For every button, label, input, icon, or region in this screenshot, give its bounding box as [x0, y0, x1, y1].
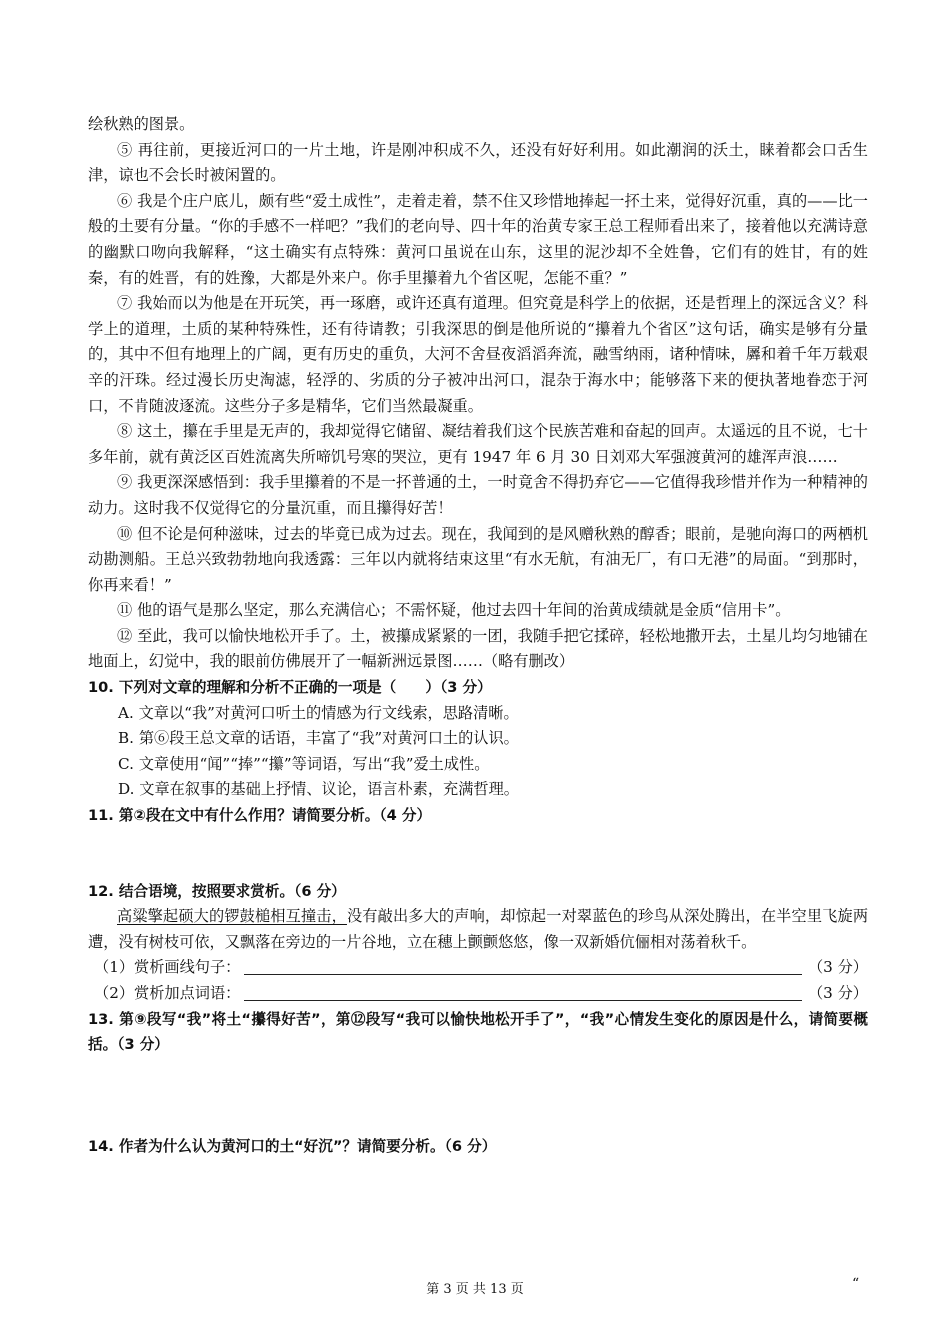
question-14-stem: 14. 作者为什么认为黄河口的土“好沉”？请简要分析。（6 分）: [88, 1137, 497, 1155]
question-12-stem: 12. 结合语境，按照要求赏析。（6 分）: [88, 882, 346, 900]
sub-question-1: [88, 955, 868, 981]
question-14: [88, 1134, 868, 1160]
question-12-excerpt: [88, 904, 868, 955]
passage: [88, 112, 868, 675]
corner-mark: “: [852, 1276, 860, 1292]
question-11-stem: 11. 第②段在文中有什么作用？请简要分析。（4 分）: [88, 807, 432, 825]
paragraph-7: ⑦ 我始而以为他是在开玩笑，再一琢磨，或许还真有道理。但究竟是科学上的依据，还是哲理上的深远含义？科学上的道理，土质的某种特殊性，还有待请教；引我深思的倒是他所说的“攥着九个省区”这句话，确实是够有分量的，其中不但有地理上的广阔，更有历史的重负，大河不舍昼夜滔滔奔流，融雪纳雨，诸种情味，羼和着千年万载艰辛的汗珠。经过漫长历史淘滤，轻浮的、劣质的分子被冲出河口，混杂于海水中；能够落下来的便执著地眷恋于河口，不肯随波逐流。这些分子多是精华，它们当然最凝重。: [88, 294, 868, 415]
paragraph-12: ⑫ 至此，我可以愉快地松开手了。土，被攥成紧紧的一团，我随手把它揉碎，轻松地撒开去，土星儿均匀地铺在地面上，幻觉中，我的眼前仿佛展开了一幅新洲远景图……（略有删改）: [88, 626, 868, 671]
paragraph-11: ⑪ 他的语气是那么坚定，那么充满信心；不需怀疑，他过去四十年间的治黄成绩就是金质“信用卡”。: [117, 601, 791, 620]
paragraph-4-end: 绘秋熟的图景。: [88, 115, 195, 133]
underlined-sentence: 高粱擎起硕大的锣鼓槌相互撞击，: [117, 907, 347, 926]
question-11: [88, 803, 868, 879]
option-d: D. 文章在叙事的基础上抒情、议论，语言朴素，充满哲理。: [118, 780, 519, 799]
answer-line-1[interactable]: [244, 973, 802, 975]
option-b: B. 第⑥段王总文章的话语，丰富了“我”对黄河口土的认识。: [118, 729, 519, 748]
page-number: 第 3 页 共 13 页: [426, 1282, 524, 1297]
paragraph-8: ⑧ 这土，攥在手里是无声的，我却觉得它储留、凝结着我们这个民族苦难和奋起的回声。太遥远的且不说，七十多年前，就有黄泛区百姓流离失所啼饥号寒的哭泣，更有 1947 年 6 月 30 日刘邓大军强渡黄河的雄浑声浪……: [88, 422, 868, 466]
paragraph-10: ⑩ 但不论是何种滋味，过去的毕竟已成为过去。现在，我闻到的是风赠秋熟的醇香；眼前，是驰向海口的两栖机动勘测船。王总兴致勃勃地向我透露：三年以内就将结束这里“有水无航，有油无厂，有口无港”的局面。“到那时，你再来看！”: [88, 524, 868, 594]
sub-question-2: [88, 981, 868, 1007]
question-10: [88, 675, 868, 803]
sub-question-1-label: （1）赏析画线句子：: [94, 958, 241, 977]
sub-question-2-label: （2）赏析加点词语：: [94, 984, 241, 1002]
question-12: [88, 879, 868, 1007]
question-13: [88, 1007, 868, 1134]
question-13-stem: 13. 第⑨段写“我”将土“攥得好苦”，第⑫段写“我可以愉快地松开手了”，“我”心情发生变化的原因是什么，请简要概括。（3 分）: [88, 1010, 868, 1054]
question-10-stem: 10. 下列对文章的理解和分析不正确的一项是（ ）（3 分）: [88, 679, 492, 697]
paragraph-6: ⑥ 我是个庄户底儿，颇有些“爱土成性”，走着走着，禁不住又珍惜地捧起一抔土来，觉得好沉重，真的——比一般的土要有分量。“你的手感不一样吧？”我们的老向导、四十年的治黄专家王总工程师看出来了，接着他以充满诗意的幽默口吻向我解释，“这土确实有点特殊：黄河口虽说在山东，这里的泥沙却不全姓鲁，它们有的姓甘，有的姓秦，有的姓晋，有的姓豫，大都是外来户。你手里攥着九个省区呢，怎能不重？”: [88, 191, 868, 287]
excerpt-rest: 没有敲出多大的声响，却惊起一对翠蓝色的珍鸟从深处腾出，在半空里飞旋两遭，没有树枝可依，又飘落在旁边的一片谷地，立在穗上颤颤悠悠，像一双新婚伉俪相对荡着秋千。: [88, 907, 869, 951]
sub-question-2-score: （3 分）: [807, 984, 868, 1002]
sub-question-1-score: （3 分）: [807, 958, 868, 977]
paragraph-5: ⑤ 再往前，更接近河口的一片土地，许是刚冲积成不久，还没有好好利用。如此潮润的沃土，睐着都会口舌生津，谅也不会长时被闲置的。: [88, 140, 868, 185]
answer-space-11: [88, 829, 868, 879]
option-c: C. 文章使用“闻”“捧”“攥”等词语，写出“我”爱土成性。: [118, 754, 490, 773]
answer-line-2[interactable]: [244, 999, 802, 1001]
paragraph-9: ⑨ 我更深深感悟到：我手里攥着的不是一抔普通的土，一时竟舍不得扔弃它——它值得我珍惜并作为一种精神的动力。这时我不仅觉得它的分量沉重，而且攥得好苦！: [88, 473, 868, 517]
option-a: A. 文章以“我”对黄河口听土的情感为行文线索，思路清晰。: [118, 703, 519, 722]
answer-space-13: [88, 1058, 868, 1134]
exam-page: [88, 112, 868, 1159]
